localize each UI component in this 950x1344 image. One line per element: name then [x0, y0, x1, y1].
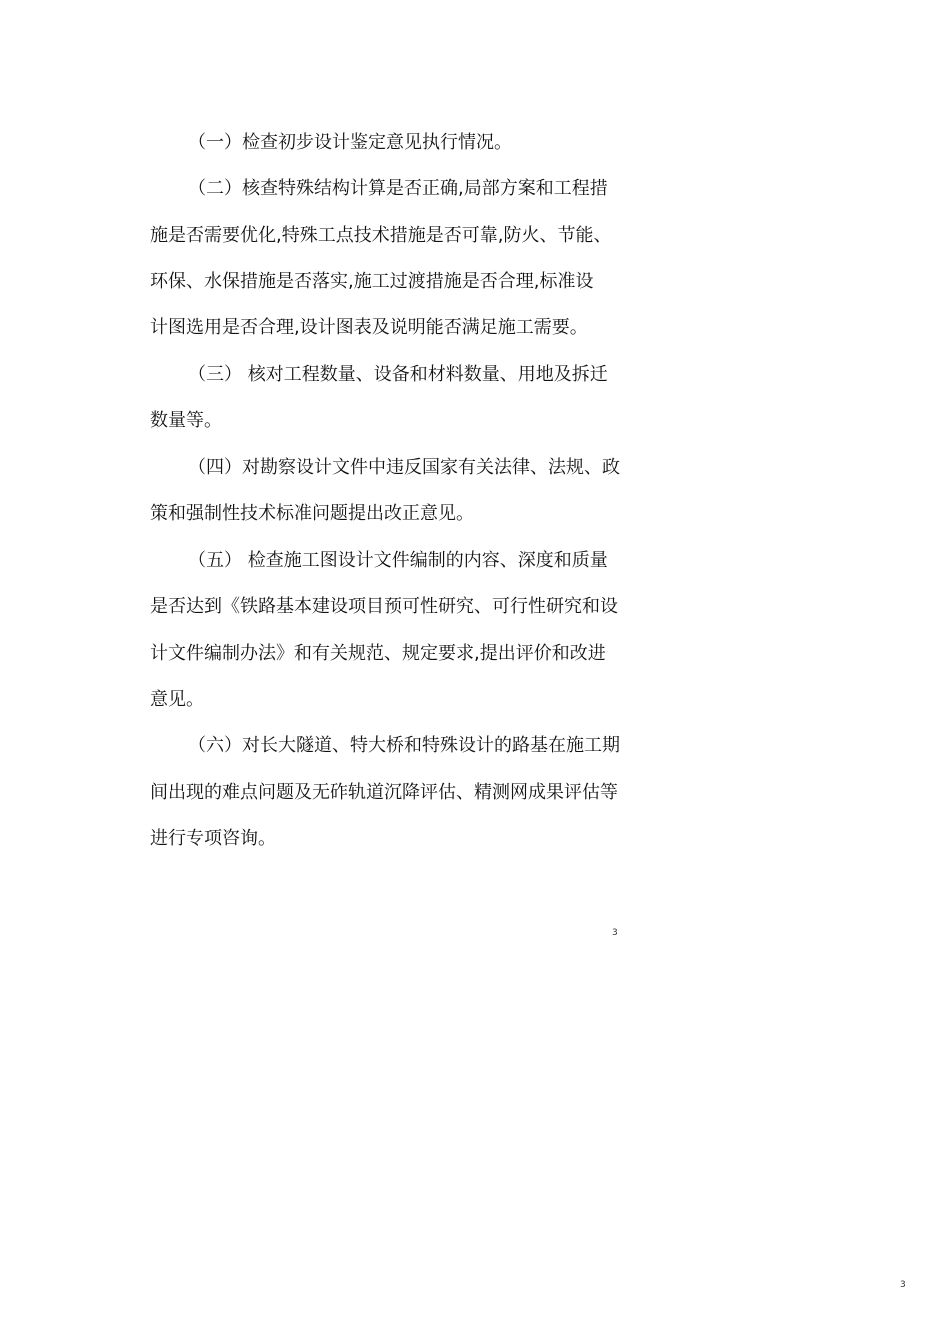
paragraph-5-line-1: （五） 检查施工图设计文件编制的内容、深度和质量 — [188, 550, 608, 571]
paragraph-4-line-2: 策和强制性技术标准问题提出改正意见。 — [150, 503, 474, 524]
paragraph-4-line-1: （四）对勘察设计文件中违反国家有关法律、法规、政 — [188, 457, 620, 478]
paragraph-2-line-4: 计图选用是否合理,设计图表及说明能否满足施工需要。 — [150, 317, 588, 338]
paragraph-6-line-2: 间出现的难点问题及无砟轨道沉降评估、精测网成果评估等 — [150, 782, 618, 803]
paragraph-6-line-1: （六）对长大隧道、特大桥和特殊设计的路基在施工期 — [188, 735, 620, 756]
paragraph-1-line-1: （一）检查初步设计鉴定意见执行情况。 — [188, 132, 512, 153]
paragraph-3-line-1: （三） 核对工程数量、设备和材料数量、用地及拆迁 — [188, 364, 608, 385]
paragraph-5-line-2: 是否达到《铁路基本建设项目预可性研究、可行性研究和设 — [150, 596, 618, 617]
paragraph-2-line-2: 施是否需要优化,特殊工点技术措施是否可靠,防火、节能、 — [150, 225, 612, 246]
paragraph-2-line-1: （二）核查特殊结构计算是否正确,局部方案和工程措 — [188, 178, 608, 199]
paragraph-3-line-2: 数量等。 — [150, 410, 222, 431]
paragraph-2-line-3: 环保、水保措施是否落实,施工过渡措施是否合理,标准设 — [150, 271, 594, 292]
paragraph-5-line-4: 意见。 — [150, 689, 204, 710]
paragraph-6-line-3: 进行专项咨询。 — [150, 828, 276, 849]
page-number: 3 — [612, 928, 618, 938]
paragraph-5-line-3: 计文件编制办法》和有关规范、规定要求,提出评价和改进 — [150, 643, 606, 664]
footer-page-number: 3 — [900, 1280, 906, 1290]
